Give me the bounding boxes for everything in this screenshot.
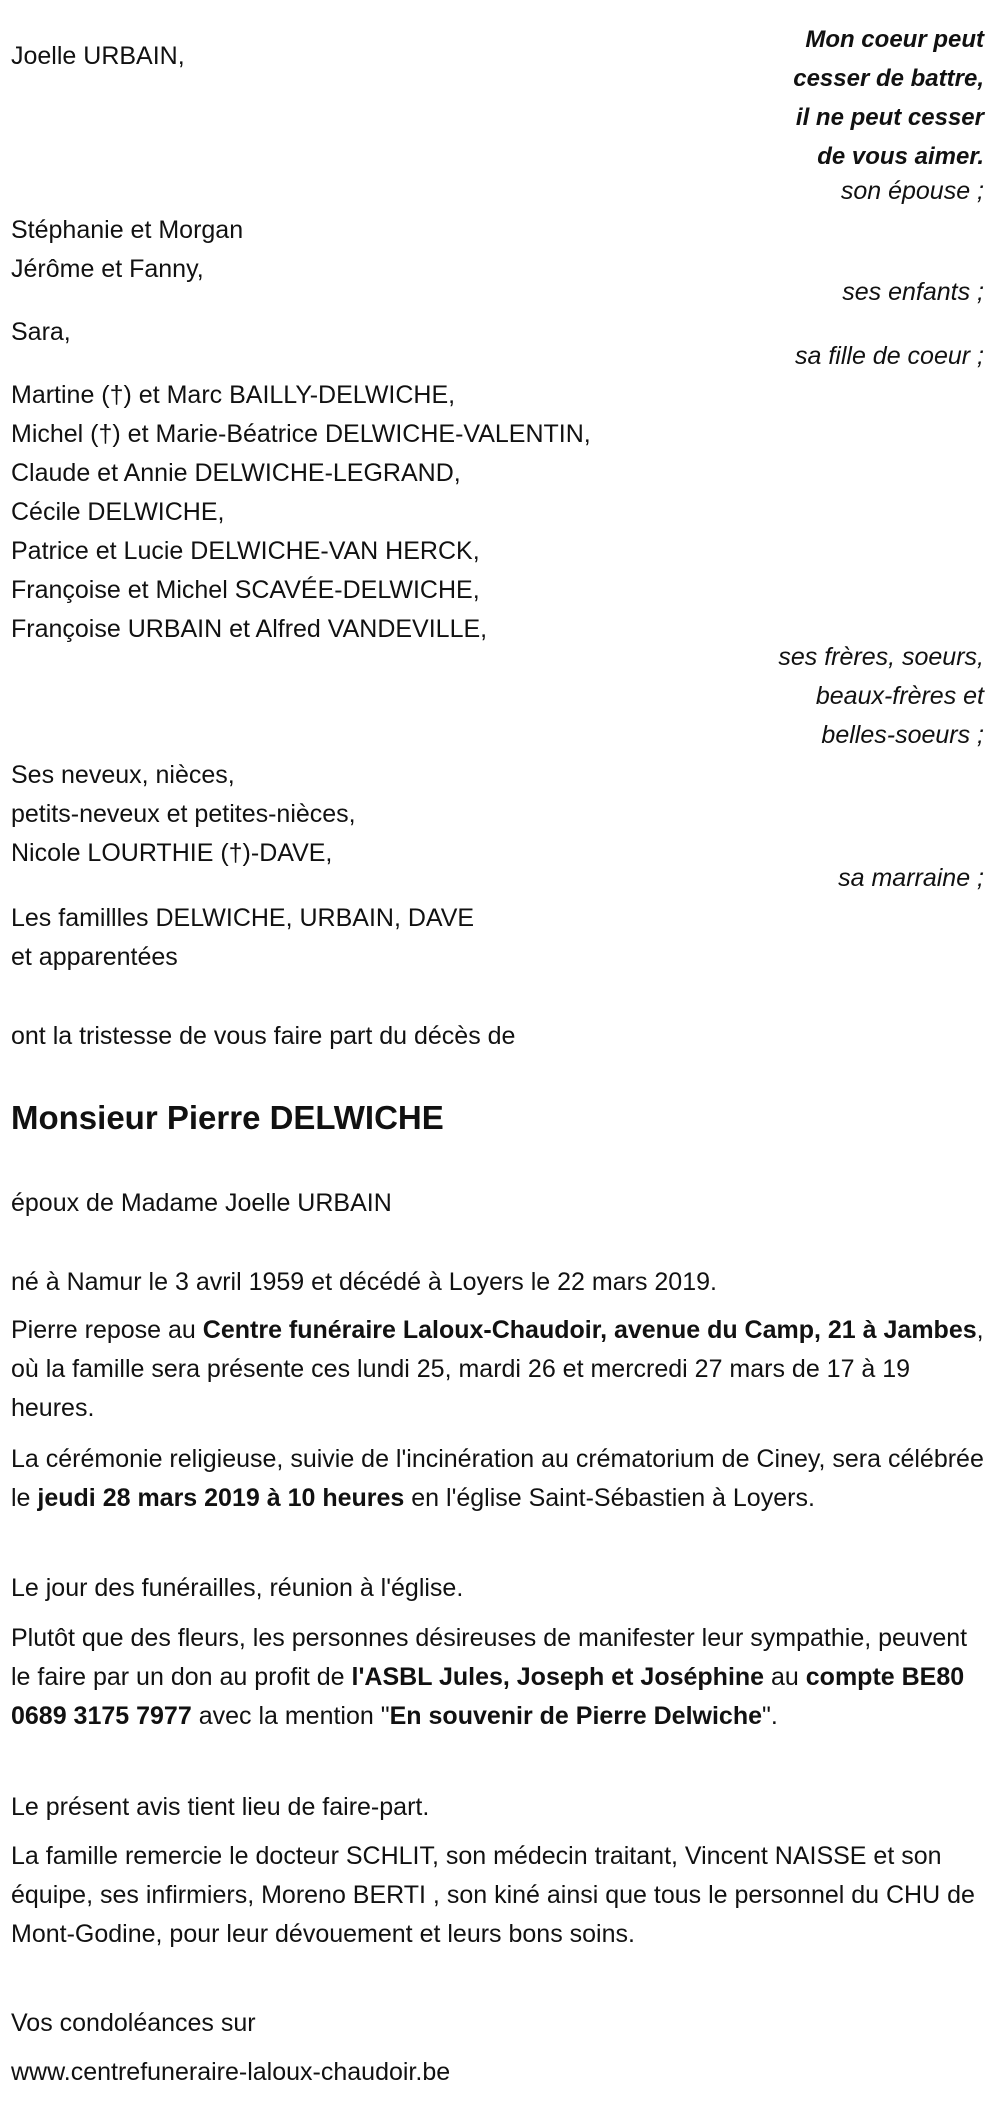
nephews-line: Ses neveux, nièces,: [11, 761, 235, 789]
text: Pierre repose au: [11, 1316, 203, 1344]
quote-line: cesser de battre,: [793, 65, 984, 92]
text: La cérémonie religieuse, suivie de l'incinération au crématorium de Ciney, sera célébrée le: [11, 1445, 984, 1512]
heart-daughter-name: Sara,: [11, 318, 71, 346]
spouse-name: Joelle URBAIN,: [11, 42, 185, 70]
sibling: Martine (†) et Marc BAILLY-DELWICHE,: [11, 381, 456, 409]
sibling: Patrice et Lucie DELWICHE-VAN HERCK,: [11, 537, 480, 565]
sibling: Cécile DELWICHE,: [11, 498, 225, 526]
ceremony-date: jeudi 28 mars 2019 à 10 heures: [37, 1484, 405, 1512]
donation-paragraph: [11, 1619, 991, 1736]
heart-daughter-role: sa fille de coeur ;: [795, 342, 984, 370]
children-role: ses enfants ;: [842, 278, 984, 306]
nephews-line: petits-neveux et petites-nièces,: [11, 800, 356, 828]
text: au: [764, 1663, 806, 1691]
quote: [793, 20, 984, 176]
charity: l'ASBL Jules, Joseph et Joséphine: [351, 1663, 765, 1691]
gathering: Le jour des funérailles, réunion à l'église.: [11, 1574, 464, 1602]
funeral-home: Centre funéraire Laloux-Chaudoir, avenue du Camp, 21 à Jambes: [202, 1316, 977, 1344]
rest-paragraph: [11, 1311, 991, 1428]
sibling: Claude et Annie DELWICHE-LEGRAND,: [11, 459, 461, 487]
child: Jérôme et Fanny,: [11, 255, 204, 283]
sibling: Françoise URBAIN et Alfred VANDEVILLE,: [11, 615, 488, 643]
account: compte BE80 0689 3175 7977: [11, 1663, 965, 1730]
thanks-paragraph: La famille remercie le docteur SCHLIT, son médecin traitant, Vincent NAISSE et son équipe, ses infirmiers, Moreno BERTI , son kiné ainsi que tous le personnel du CHU de Mont-Godine, pour leur dévouement et leurs bons soins.: [11, 1842, 975, 1948]
families: [11, 899, 474, 977]
ceremony-paragraph: [11, 1440, 991, 1518]
text: Plutôt que des fleurs, les personnes désireuses de manifester leur sympathie, peuvent le faire par un don au profit de: [11, 1624, 968, 1691]
text: avec la mention ": [191, 1702, 390, 1730]
spouse-of: époux de Madame Joelle URBAIN: [11, 1189, 392, 1217]
nephews: [11, 756, 356, 873]
deceased-name: Monsieur Pierre DELWICHE: [11, 1099, 444, 1136]
child: Stéphanie et Morgan: [11, 216, 244, 244]
text: , où la famille sera présente ces lundi 25, mardi 26 et mercredi 27 mars de 17 à 19 heures.: [11, 1316, 984, 1422]
website-link[interactable]: www.centrefuneraire-laloux-chaudoir.be: [11, 2058, 451, 2086]
spouse-role: son épouse ;: [840, 177, 984, 205]
notice: Le présent avis tient lieu de faire-part.: [11, 1793, 430, 1821]
role-line: belles-soeurs ;: [821, 721, 984, 749]
text: en l'église Saint-Sébastien à Loyers.: [404, 1484, 815, 1512]
role-line: beaux-frères et: [815, 682, 984, 710]
quote-line: il ne peut cesser: [795, 104, 984, 131]
sibling: Françoise et Michel SCAVÉE-DELWICHE,: [11, 576, 480, 604]
siblings-role: [778, 638, 984, 755]
text: ".: [762, 1702, 778, 1730]
siblings-names: [11, 376, 591, 649]
quote-line: de vous aimer.: [817, 143, 984, 170]
godmother-role: sa marraine ;: [838, 864, 984, 892]
quote-line: Mon coeur peut: [805, 26, 984, 53]
godmother-name: Nicole LOURTHIE (†)-DAVE,: [11, 839, 333, 867]
mention: En souvenir de Pierre Delwiche: [389, 1702, 762, 1730]
birth-death: né à Namur le 3 avril 1959 et décédé à Loyers le 22 mars 2019.: [11, 1268, 717, 1296]
children-names: [11, 211, 243, 289]
role-line: ses frères, soeurs,: [778, 643, 984, 671]
families-line: et apparentées: [11, 943, 178, 971]
announcement: ont la tristesse de vous faire part du décès de: [11, 1022, 516, 1050]
families-line: Les famillles DELWICHE, URBAIN, DAVE: [11, 904, 475, 932]
sibling: Michel (†) et Marie-Béatrice DELWICHE-VALENTIN,: [11, 420, 591, 448]
condolences: Vos condoléances sur: [11, 2009, 256, 2037]
